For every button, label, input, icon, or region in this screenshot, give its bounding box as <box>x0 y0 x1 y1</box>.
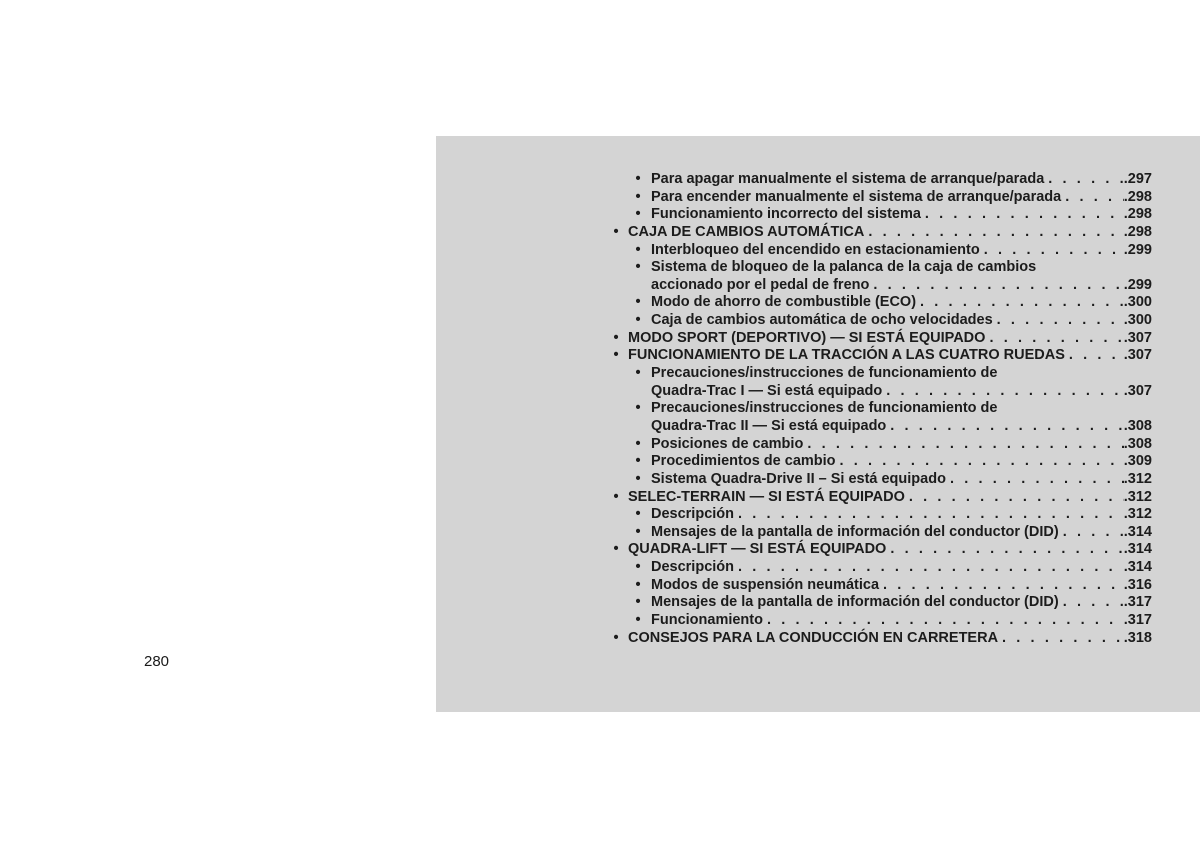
toc-entry <box>610 559 1152 577</box>
bullet-icon: • <box>635 576 641 593</box>
dot-leader <box>886 418 1123 436</box>
toc-entry-line <box>651 453 1152 471</box>
toc-entry-text: CONSEJOS PARA LA CONDUCCIÓN EN CARRETERA <box>628 629 999 646</box>
toc-entry-text: Mensajes de la pantalla de información del conductor (DID) <box>651 523 1059 540</box>
bullet-icon: • <box>635 453 641 470</box>
dot-leader <box>886 541 1123 559</box>
toc-entry-text: CAJA DE CAMBIOS AUTOMÁTICA <box>628 223 865 240</box>
toc-entry-line <box>651 559 1152 577</box>
toc-page-ref: .316 <box>1123 576 1152 593</box>
bullet-icon: • <box>613 347 619 364</box>
bullet-icon: • <box>635 188 641 205</box>
bullet-icon: • <box>635 259 641 276</box>
bullet-icon: • <box>613 329 619 346</box>
bullet-icon: • <box>635 171 641 187</box>
toc-page-ref: .307 <box>1123 329 1152 346</box>
toc-entry <box>610 594 1152 612</box>
toc-entry <box>610 506 1152 524</box>
toc-entry <box>610 330 1152 348</box>
toc-entry-text: Modos de suspensión neumática <box>651 576 880 593</box>
toc-entry-line <box>651 436 1152 454</box>
toc-entry-text: Interbloqueo del encendido en estacionamiento <box>651 241 980 258</box>
toc-entry <box>610 171 1152 189</box>
toc-entry-text: Quadra-Trac II — Si está equipado <box>651 417 887 434</box>
dot-leader <box>905 489 1124 507</box>
toc-page-ref: .307 <box>1123 382 1152 399</box>
dot-leader <box>1065 347 1124 365</box>
toc-page-ref: .312 <box>1123 506 1152 523</box>
toc-entry-text: Funcionamiento incorrecto del sistema <box>651 206 921 223</box>
dot-leader <box>1059 594 1124 612</box>
dot-leader <box>882 383 1124 401</box>
toc-entry-line <box>651 259 1152 277</box>
dot-leader <box>985 330 1123 348</box>
bullet-icon: • <box>635 294 641 311</box>
dot-leader <box>734 506 1124 524</box>
bullet-icon: • <box>613 223 619 240</box>
toc-entry <box>610 277 1152 295</box>
toc-entry-line <box>651 294 1152 312</box>
toc-entry <box>610 418 1152 436</box>
bullet-icon: • <box>635 559 641 576</box>
bullet-icon: • <box>635 312 641 329</box>
dot-leader <box>869 277 1123 295</box>
toc-entry-text: Mensajes de la pantalla de información del conductor (DID) <box>651 594 1059 611</box>
dot-leader <box>980 242 1124 260</box>
toc-entry <box>610 453 1152 471</box>
toc-page-ref: .314 <box>1123 523 1152 540</box>
toc-entry <box>610 524 1152 542</box>
toc-entry-line <box>651 506 1152 524</box>
toc-entry-line <box>628 347 1152 365</box>
toc-entry <box>610 242 1152 260</box>
toc-entry-text: Precauciones/instrucciones de funcionamiento de <box>651 365 998 382</box>
toc-entry-text: Procedimientos de cambio <box>651 453 836 470</box>
toc-page-ref: .312 <box>1123 488 1152 505</box>
toc-entry-text: Modo de ahorro de combustible (ECO) <box>651 294 917 311</box>
bullet-icon: • <box>635 435 641 452</box>
toc-entry-text: accionado por el pedal de freno <box>651 276 870 293</box>
dot-leader <box>1044 171 1123 189</box>
toc-entry <box>610 224 1152 242</box>
toc-page-ref: .308 <box>1123 417 1152 434</box>
toc-entry-line <box>651 612 1152 630</box>
bullet-icon: • <box>635 612 641 629</box>
toc-entry <box>610 436 1152 454</box>
toc-entry <box>610 294 1152 312</box>
toc-entry-line <box>651 594 1152 612</box>
toc-entry-line <box>628 489 1152 507</box>
dot-leader <box>879 577 1124 595</box>
dot-leader <box>998 630 1124 648</box>
bullet-icon: • <box>635 594 641 611</box>
toc-entry-text: MODO SPORT (DEPORTIVO) — SI ESTÁ EQUIPADO <box>628 329 986 346</box>
table-of-contents <box>610 171 1152 647</box>
toc-page-ref: .298 <box>1123 206 1152 223</box>
toc-entry <box>610 347 1152 365</box>
toc-page-ref: .300 <box>1123 294 1152 311</box>
toc-page-ref: .308 <box>1123 435 1152 452</box>
toc-entry <box>610 189 1152 207</box>
toc-entry-line <box>651 471 1152 489</box>
toc-entry-text: Para encender manualmente el sistema de arranque/parada <box>651 188 1062 205</box>
bullet-icon: • <box>635 400 641 417</box>
toc-page-ref: .298 <box>1123 188 1152 205</box>
dot-leader <box>763 612 1124 630</box>
toc-entry-line <box>628 630 1152 648</box>
toc-entry-text: Funcionamiento <box>651 612 763 629</box>
toc-entry-text: Descripción <box>651 559 734 576</box>
toc-entry-line <box>651 400 1152 418</box>
toc-entry-line <box>628 330 1152 348</box>
dot-leader <box>864 224 1123 242</box>
dot-leader <box>836 453 1124 471</box>
toc-entry-line <box>651 524 1152 542</box>
toc-entry <box>610 489 1152 507</box>
toc-entry-line <box>628 224 1152 242</box>
toc-entry-text: QUADRA-LIFT — SI ESTÁ EQUIPADO <box>628 541 887 558</box>
toc-entry-line <box>651 312 1152 330</box>
toc-entry <box>610 577 1152 595</box>
toc-page-ref: .318 <box>1123 629 1152 646</box>
bullet-icon: • <box>613 541 619 558</box>
page-number: 280 <box>144 653 170 670</box>
toc-page-ref: .299 <box>1123 241 1152 258</box>
toc-entry-text: Quadra-Trac I — Si está equipado <box>651 382 883 399</box>
toc-page-ref: .297 <box>1123 171 1152 187</box>
dot-leader <box>734 559 1124 577</box>
toc-entry-line <box>651 171 1152 189</box>
toc-entry <box>610 312 1152 330</box>
dot-leader <box>921 206 1124 224</box>
toc-entry-text: FUNCIONAMIENTO DE LA TRACCIÓN A LAS CUATRO RUEDAS <box>628 347 1065 364</box>
toc-page-ref: .314 <box>1123 559 1152 576</box>
bullet-icon: • <box>635 523 641 540</box>
bullet-icon: • <box>613 488 619 505</box>
toc-entry-line <box>651 189 1152 207</box>
bullet-icon: • <box>635 206 641 223</box>
toc-entry <box>610 630 1152 648</box>
dot-leader <box>1061 189 1124 207</box>
toc-entry-text: Caja de cambios automática de ocho velocidades <box>651 312 993 329</box>
toc-entry <box>610 383 1152 401</box>
toc-entry-line <box>651 277 1152 295</box>
toc-entry-text: Sistema Quadra-Drive II – Si está equipado <box>651 470 946 487</box>
toc-page-ref: .298 <box>1123 223 1152 240</box>
toc-entry <box>610 259 1152 277</box>
toc-page-ref: .300 <box>1123 312 1152 329</box>
toc-entry <box>610 612 1152 630</box>
bullet-icon: • <box>635 241 641 258</box>
dot-leader <box>803 436 1123 454</box>
toc-page-ref: .317 <box>1123 594 1152 611</box>
toc-entry <box>610 365 1152 383</box>
toc-page-ref: .317 <box>1123 612 1152 629</box>
dot-leader <box>1059 524 1124 542</box>
bullet-icon: • <box>635 506 641 523</box>
toc-entry-text: SELEC-TERRAIN — SI ESTÁ EQUIPADO <box>628 488 905 505</box>
toc-entry-line <box>651 383 1152 401</box>
dot-leader <box>916 294 1124 312</box>
toc-entry <box>610 541 1152 559</box>
toc-page-ref: .299 <box>1123 276 1152 293</box>
toc-entry-line <box>628 541 1152 559</box>
toc-entry-line <box>651 365 1152 383</box>
toc-entry <box>610 400 1152 418</box>
toc-page-ref: .312 <box>1123 470 1152 487</box>
toc-entry-line <box>651 242 1152 260</box>
toc-entry-text: Sistema de bloqueo de la palanca de la caja de cambios <box>651 259 1037 276</box>
toc-page-ref: .309 <box>1123 453 1152 470</box>
toc-entry <box>610 471 1152 489</box>
toc-entry-text: Para apagar manualmente el sistema de arranque/parada <box>651 171 1045 187</box>
toc-page-ref: .314 <box>1123 541 1152 558</box>
toc-entry-text: Descripción <box>651 506 734 523</box>
toc-entry <box>610 206 1152 224</box>
bullet-icon: • <box>635 365 641 382</box>
toc-entry-text: Posiciones de cambio <box>651 435 804 452</box>
toc-entry-text: Precauciones/instrucciones de funcionamiento de <box>651 400 998 417</box>
bullet-icon: • <box>613 629 619 646</box>
bullet-icon: • <box>635 470 641 487</box>
toc-entry-line <box>651 206 1152 224</box>
toc-entry-line <box>651 418 1152 436</box>
toc-page-ref: .307 <box>1123 347 1152 364</box>
dot-leader <box>946 471 1124 489</box>
dot-leader <box>993 312 1124 330</box>
toc-entry-line <box>651 577 1152 595</box>
